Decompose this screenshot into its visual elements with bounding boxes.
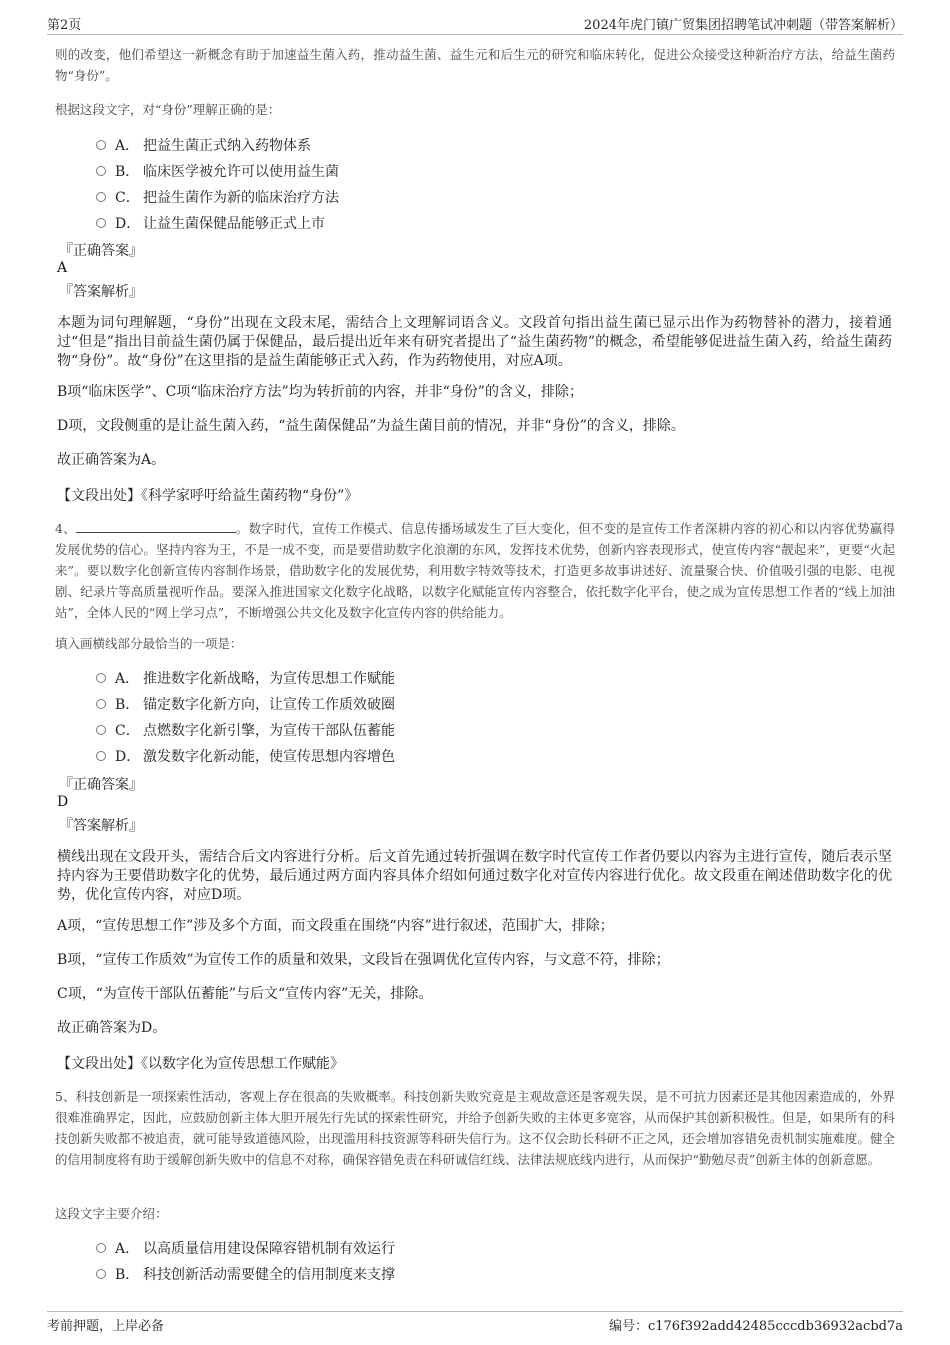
q4-analysis-label: 『答案解析』 — [59, 818, 143, 834]
q3-option-d[interactable]: D． 让益生菌保健品能够正式上市 — [96, 213, 325, 233]
page-footer — [47, 1311, 903, 1335]
q3-source: 【文段出处】《科学家呼吁给益生菌药物“身份”》 — [57, 488, 359, 504]
radio-icon[interactable] — [96, 166, 106, 176]
q4-passage-text: 。数字时代，宣传工作模式、信息传播场域发生了巨大变化，但不变的是宣传工作者深耕内容的初心和以内容优势赢得发展优势的信心。坚持内容为王，不是一成不变，而是要借助数字化浪潮的东风，发挥技术优势，创新内容表现形式，使宣传内容“靓起来”，更要“火起来”。要以数字化创新宣传内容制作场景，借助数字化的发展优势，利用数字特效等技术，打造更多故事讲述好、流量聚合快、价值吸引强的电影、电视剧、纪录片等高质量视听作品。要深入推进国家文化数字化战略，以数字化赋能宣传内容整合，依托数字化平台，使之成为宣传思想工作者的“线上加油站”，全体人民的“网上学习点”，不断增强公共文化及数字化宣传内容的供给能力。 — [55, 521, 895, 620]
page-header — [47, 14, 903, 35]
q5-question: 这段文字主要介绍： — [55, 1206, 168, 1221]
q4-analysis-conclusion: 故正确答案为D。 — [57, 1020, 167, 1036]
answer-blank — [76, 522, 236, 533]
document-code: 编号：c176f392add42485cccdb36932acbd7a — [608, 1319, 903, 1334]
q3-analysis-label: 『答案解析』 — [59, 284, 143, 300]
q4-question: 填入画横线部分最恰当的一项是： — [55, 636, 243, 651]
radio-icon[interactable] — [96, 192, 106, 202]
q5-option-b[interactable]: B． 科技创新活动需要健全的信用制度来支撑 — [96, 1264, 395, 1284]
q3-analysis-d: D项，文段侧重的是让益生菌入药，“益生菌保健品”为益生菌目前的情况，并非“身份”的含义，排除。 — [57, 418, 685, 434]
radio-icon[interactable] — [96, 1243, 106, 1253]
q3-analysis-bc: B项“临床医学”、C项“临床治疗方法”均为转折前的内容，并非“身份”的含义，排除； — [57, 384, 583, 400]
radio-icon[interactable] — [96, 673, 106, 683]
q4-analysis-c: C项，“为宣传干部队伍蓄能”与后文“宣传内容”无关，排除。 — [57, 986, 433, 1002]
radio-icon[interactable] — [96, 218, 106, 228]
q3-answer: A — [57, 260, 68, 276]
q4-option-c[interactable]: C． 点燃数字化新引擎，为宣传干部队伍蓄能 — [96, 720, 395, 740]
radio-icon[interactable] — [96, 699, 106, 709]
q4-option-d[interactable]: D． 激发数字化新动能，使宣传思想内容增色 — [96, 746, 395, 766]
q3-analysis-main: 本题为词句理解题，“身份”出现在文段末尾，需结合上文理解词语含义。文段首句指出益生菌已显示出作为药物替补的潜力，接着通过“但是”指出目前益生菌仍属于保健品，最后提出近年来有研究者提出了“益生菌药物”的概念，希望能够促进益生菌入药，给益生菌药物“身份”。故“身份”在这里指的是益生菌能够正式入药，作为药物使用，对应A项。 — [57, 315, 892, 369]
q4-passage — [55, 518, 895, 623]
q4-answer: D — [57, 794, 69, 810]
q3-passage-tail: 则的改变，他们希望这一新概念有助于加速益生菌入药，推动益生菌、益生元和后生元的研究和临床转化，促进公众接受这种新治疗方法，给益生菌药物“身份”。 — [55, 47, 895, 83]
q3-option-a[interactable]: A． 把益生菌正式纳入药物体系 — [96, 135, 311, 155]
page-number: 第2页 — [47, 18, 82, 33]
radio-icon[interactable] — [96, 140, 106, 150]
q4-answer-label: 『正确答案』 — [59, 777, 143, 793]
q4-option-a[interactable]: A． 推进数字化新战略，为宣传思想工作赋能 — [96, 668, 395, 688]
q3-option-c[interactable]: C． 把益生菌作为新的临床治疗方法 — [96, 187, 339, 207]
q4-analysis-b: B项，“宣传工作质效”为宣传工作的质量和效果，文段旨在强调优化宣传内容，与文意不符，排除； — [57, 952, 670, 968]
q3-option-b[interactable]: B． 临床医学被允许可以使用益生菌 — [96, 161, 339, 181]
radio-icon[interactable] — [96, 751, 106, 761]
q4-source: 【文段出处】《以数字化为宣传思想工作赋能》 — [57, 1056, 344, 1072]
footer-slogan: 考前押题，上岸必备 — [47, 1319, 165, 1334]
q3-answer-label: 『正确答案』 — [59, 243, 143, 259]
radio-icon[interactable] — [96, 725, 106, 735]
q3-question: 根据这段文字，对“身份”理解正确的是： — [55, 102, 281, 117]
document-title: 2024年虎门镇广贸集团招聘笔试冲刺题（带答案解析） — [583, 18, 903, 33]
q4-analysis-main: 横线出现在文段开头，需结合后文内容进行分析。后文首先通过转折强调在数字时代宣传工作者仍要以内容为主进行宣传，随后表示坚持内容为王要借助数字化的优势，最后通过两方面内容具体介绍如何通过数字化对宣传内容进行优化。故文段重在阐述借助数字化的优势，优化宣传内容，对应D项。 — [57, 849, 892, 903]
q4-number: 4、 — [55, 521, 76, 536]
q5-option-a[interactable]: A． 以高质量信用建设保障容错机制有效运行 — [96, 1238, 395, 1258]
q4-analysis-a: A项，“宣传思想工作”涉及多个方面，而文段重在围绕“内容”进行叙述，范围扩大，排除； — [57, 918, 614, 934]
radio-icon[interactable] — [96, 1269, 106, 1279]
q3-analysis-conclusion: 故正确答案为A。 — [57, 452, 166, 468]
q5-passage: 5、科技创新是一项探索性活动，客观上存在很高的失败概率。科技创新失败究竟是主观故意还是客观失误，是不可抗力因素还是其他因素造成的，外界很难准确界定，因此，应鼓励创新主体大胆开展先行先试的探索性研究，并给予创新失败的主体更多宽容，从而保护其创新积极性。但是，如果所有的科技创新失败都不被追责，就可能导致道德风险，出现滥用科技资源等科研失信行为。这不仅会助长科研不正之风，还会增加容错免责机制实施难度。健全的信用制度将有助于缓解创新失败中的信息不对称，确保容错免责在科研诚信红线、法律法规底线内进行，从而保护“勤勉尽责”创新主体的创新意愿。 — [55, 1089, 895, 1167]
q4-option-b[interactable]: B． 锚定数字化新方向，让宣传工作质效破圈 — [96, 694, 395, 714]
